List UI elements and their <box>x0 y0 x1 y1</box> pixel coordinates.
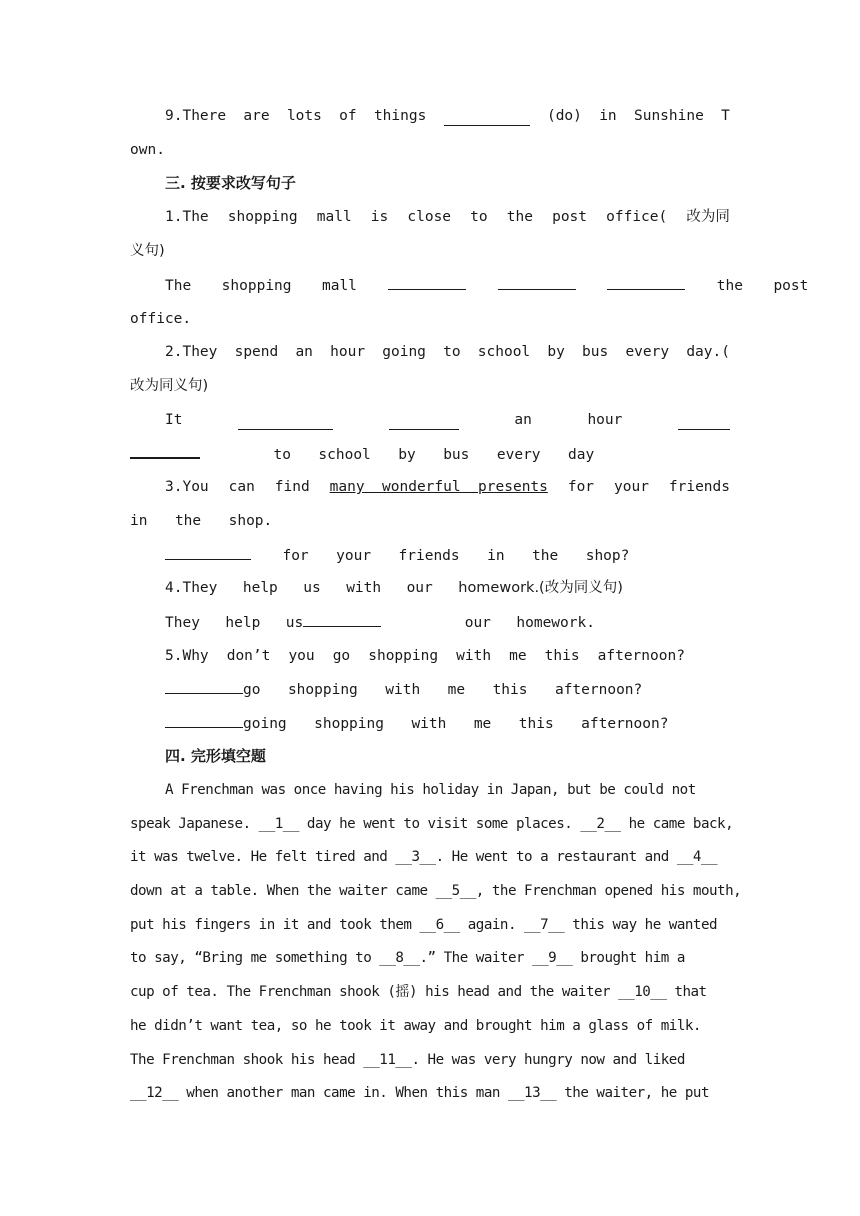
question-4-answer <box>165 612 730 633</box>
word: to <box>273 447 291 463</box>
answer-blank[interactable] <box>165 679 243 694</box>
word: an <box>514 412 532 428</box>
word: afternoon? <box>554 682 643 698</box>
word: friends <box>668 479 730 495</box>
word: us <box>303 580 321 596</box>
passage-line: A Frenchman was once having his holiday in Japan, but be could not <box>165 782 696 798</box>
word: 5.Why <box>165 648 209 664</box>
word: this <box>492 682 528 698</box>
word: me <box>447 682 466 698</box>
word: are <box>243 108 270 124</box>
word: shopping <box>227 209 298 225</box>
word: with <box>456 648 492 664</box>
passage-line: to say, “Bring me something to __8__.” The waiter __9__ brought him a <box>130 950 685 966</box>
word: can <box>228 479 255 495</box>
word: in <box>599 108 617 124</box>
word: our <box>406 580 433 596</box>
word: school <box>318 447 371 463</box>
word: mall <box>321 278 357 294</box>
answer-blank[interactable] <box>444 111 530 126</box>
word: this <box>544 648 580 664</box>
word: by <box>547 344 565 360</box>
question-2-answer-line-2 <box>130 443 730 465</box>
question-3-line-1 <box>165 477 730 497</box>
question-5-answer-2 <box>165 713 730 734</box>
question-5-answer-1 <box>165 679 730 700</box>
word: our <box>464 615 491 631</box>
word: shop? <box>585 548 630 564</box>
word: close <box>407 209 452 225</box>
section-4-heading: 四. 完形填空题 <box>165 747 266 765</box>
word: the <box>716 278 743 294</box>
word: help <box>225 615 261 631</box>
question-2-line-1 <box>165 342 730 362</box>
word: you <box>288 648 315 664</box>
passage-line: put his fingers in it and took them __6__ again. __7__ this way he wanted <box>130 917 718 933</box>
word: going <box>382 344 426 360</box>
word: the <box>174 513 202 529</box>
word: Sunshine <box>633 108 704 124</box>
word: 9.There <box>165 108 227 124</box>
word: lots <box>286 108 322 124</box>
word: post <box>552 209 588 225</box>
word: (do) <box>546 108 582 124</box>
word: 1.The <box>165 209 209 225</box>
question-1-answer-line-2: office. <box>130 311 192 327</box>
word: me <box>509 648 527 664</box>
word: go <box>243 682 261 698</box>
word: in <box>130 513 148 529</box>
word: It <box>165 412 183 428</box>
answer-blank[interactable] <box>388 275 466 290</box>
answer-blank[interactable] <box>607 275 685 290</box>
word: an <box>295 344 313 360</box>
word: go <box>332 648 351 664</box>
word: 4.They <box>165 580 218 596</box>
word: going <box>243 716 287 732</box>
word: school <box>477 344 531 360</box>
question-3-answer <box>165 545 730 566</box>
word: The <box>165 278 192 294</box>
passage-line: it was twelve. He felt tired and __3__. He went to a restaurant and __4__ <box>130 849 718 865</box>
word: shopping <box>314 716 384 732</box>
word: shopping <box>221 278 292 294</box>
word: spend <box>234 344 279 360</box>
word: your <box>336 548 372 564</box>
word: for <box>282 548 309 564</box>
word: your <box>614 479 649 495</box>
section-3-heading: 三. 按要求改写句子 <box>165 174 296 192</box>
answer-blank[interactable] <box>238 415 333 430</box>
word: 3.You <box>165 479 209 495</box>
word: 改为同 <box>686 209 730 225</box>
word: with <box>385 682 421 698</box>
question-3-line-2 <box>130 511 730 531</box>
passage-line: cup of tea. The Frenchman shook (摇) his head and the waiter __10__ that <box>130 984 707 1000</box>
word: 2.They <box>165 344 218 360</box>
word: me <box>473 716 492 732</box>
answer-blank[interactable] <box>165 545 251 560</box>
word: by <box>398 447 416 463</box>
word: of <box>339 108 357 124</box>
word: day.( <box>686 344 730 360</box>
passage-line: speak Japanese. __1__ day he went to visit some places. __2__ he came back, <box>130 816 734 832</box>
word: for <box>567 479 595 495</box>
word: friends <box>398 548 460 564</box>
word: office( <box>606 209 668 225</box>
word: hour <box>587 412 623 428</box>
word: They <box>165 615 200 631</box>
question-9-line-2: own. <box>130 142 165 158</box>
question-2-line-2: 改为同义句) <box>130 378 209 394</box>
word: us <box>285 615 304 631</box>
passage-line: __12__ when another man came in. When this man __13__ the waiter, he put <box>130 1085 709 1101</box>
word: in <box>487 548 505 564</box>
word: mall <box>316 209 352 225</box>
question-9-line-1 <box>165 106 730 126</box>
answer-blank[interactable] <box>498 275 576 290</box>
word: afternoon? <box>597 648 685 664</box>
word: homework.(改为同义句) <box>458 580 623 596</box>
word: every <box>496 447 541 463</box>
word: homework. <box>516 615 595 631</box>
question-2-answer-line-1 <box>165 410 730 430</box>
word: hour <box>330 344 366 360</box>
word: don’t <box>226 648 271 664</box>
word: bus <box>582 344 609 360</box>
underlined-phrase: many wonderful presents <box>329 479 548 495</box>
word: with <box>411 716 447 732</box>
word: every <box>625 344 670 360</box>
word: shopping <box>368 648 439 664</box>
question-1-line-1 <box>165 207 730 227</box>
word: shop. <box>228 513 273 529</box>
word: day <box>568 447 595 463</box>
answer-blank[interactable] <box>303 612 381 627</box>
word: with <box>346 580 382 596</box>
word: bus <box>443 447 470 463</box>
word: things <box>373 108 427 124</box>
word: to <box>443 344 461 360</box>
answer-blank[interactable] <box>678 415 730 430</box>
passage-line: he didn’t want tea, so he took it away and brought him a glass of milk. <box>130 1018 701 1034</box>
word: help <box>242 580 278 596</box>
word: is <box>370 209 389 225</box>
word: this <box>518 716 554 732</box>
word: shopping <box>287 682 358 698</box>
question-1-line-2: 义句) <box>130 243 165 259</box>
answer-blank[interactable] <box>389 415 459 430</box>
word: find <box>274 479 310 495</box>
answer-blank-continued[interactable] <box>130 443 200 459</box>
word: post <box>773 278 809 294</box>
passage-line: down at a table. When the waiter came __5__, the Frenchman opened his mouth, <box>130 883 742 899</box>
word: the <box>506 209 533 225</box>
word: to <box>470 209 488 225</box>
question-4-line <box>165 578 730 598</box>
word: T <box>721 108 730 124</box>
passage-line: The Frenchman shook his head __11__. He was very hungry now and liked <box>130 1052 685 1068</box>
question-5-line <box>165 646 685 666</box>
answer-blank[interactable] <box>165 713 243 728</box>
word: the <box>532 548 559 564</box>
word: afternoon? <box>581 716 669 732</box>
question-1-answer-line-1 <box>165 275 809 296</box>
